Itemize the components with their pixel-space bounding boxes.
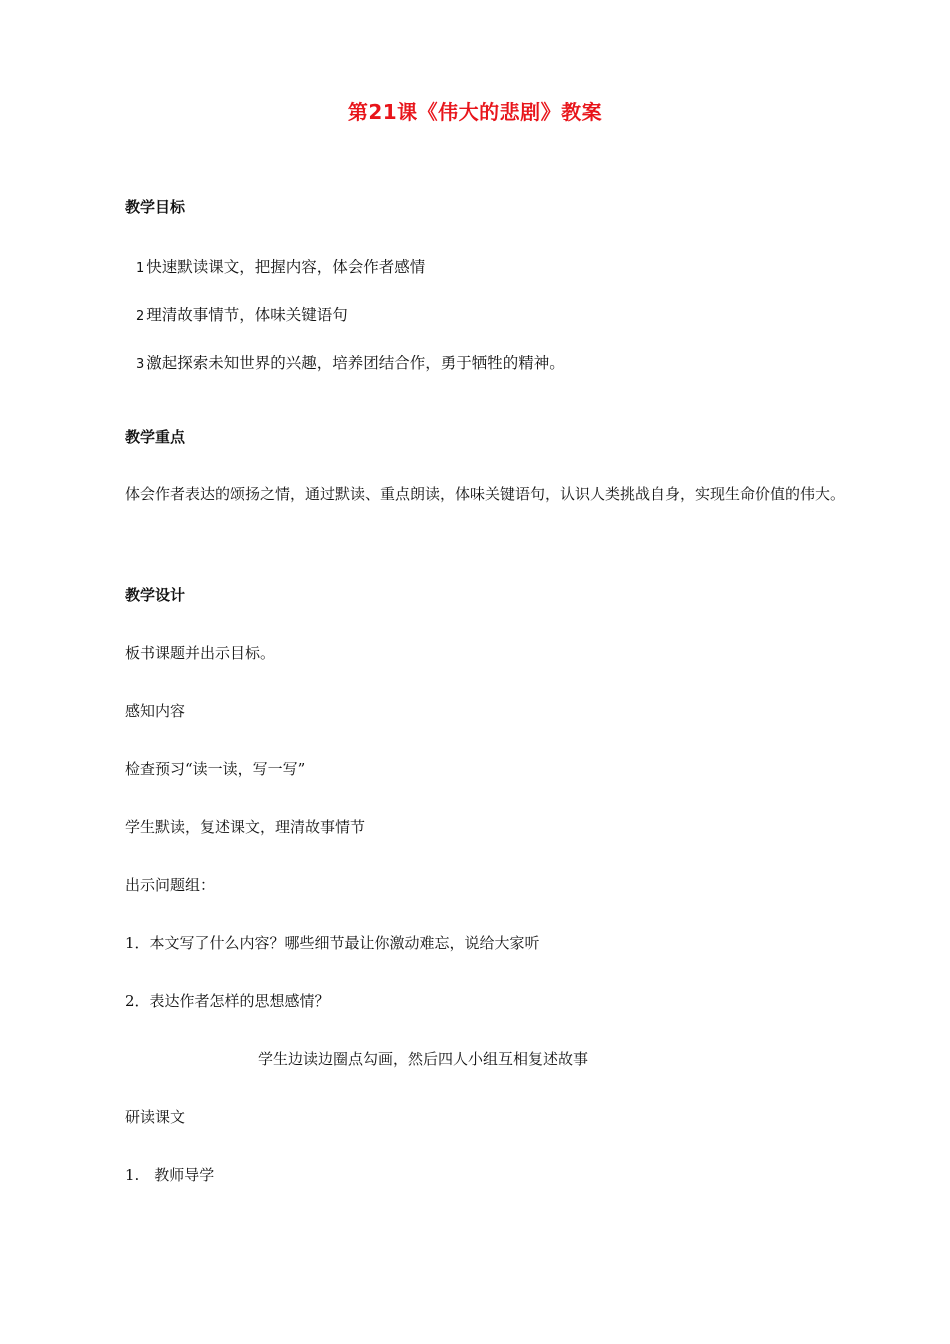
objective-text: 快速默读课文，把握内容，体会作者感情 [146,258,426,276]
page-title: 第21课《伟大的悲剧》教案 [347,100,603,124]
study-item: 1. 教师导学 [125,1166,215,1184]
design-line: 2．表达作者怎样的思想感情？ [125,992,330,1010]
centered-instruction: 学生边读边圈点勾画，然后四人小组互相复述故事 [258,1050,589,1068]
objective-item [136,257,425,279]
objective-item [136,353,565,375]
design-line: 板书课题并出示目标。 [125,644,276,662]
study-heading: 研读课文 [125,1108,186,1126]
design-line: 1．本文写了什么内容？哪些细节最让你激动难忘，说给大家听 [125,934,540,952]
objective-number: 2 [136,309,145,324]
objective-number: 1 [136,261,145,276]
objective-number: 3 [136,357,145,372]
design-line: 出示问题组： [125,876,216,894]
design-line: 感知内容 [125,702,186,720]
objective-text: 激起探索未知世界的兴趣，培养团结合作，勇于牺牲的精神。 [146,354,565,372]
design-line: 检查预习“读一读，写一写” [125,760,306,778]
focus-heading: 教学重点 [125,428,186,446]
design-heading: 教学设计 [125,586,186,604]
objectives-heading: 教学目标 [125,198,186,216]
objective-text: 理清故事情节，体味关键语句 [146,306,348,324]
design-line: 学生默读，复述课文，理清故事情节 [125,818,366,836]
focus-paragraph: 体会作者表达的颂扬之情，通过默读、重点朗读，体味关键语句，认识人类挑战自身，实现生命价值的伟大。 [125,485,846,503]
objective-item [136,305,348,327]
